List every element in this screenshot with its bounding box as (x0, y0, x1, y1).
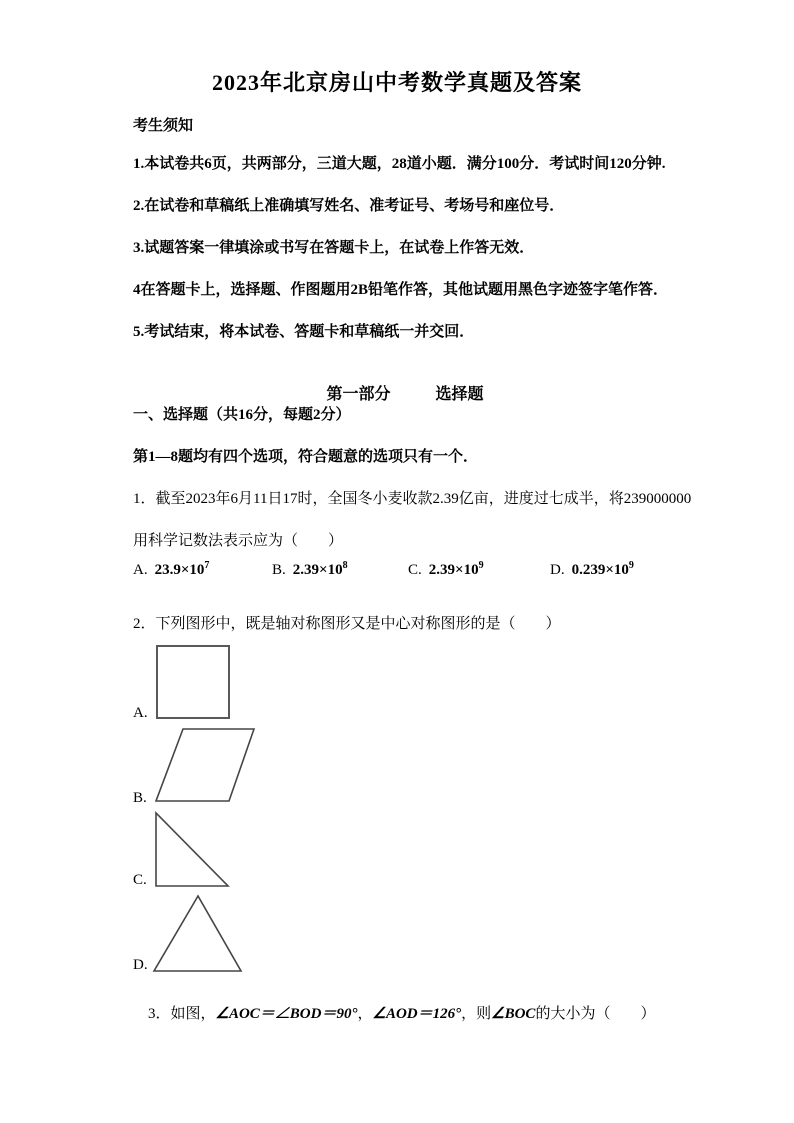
notice-item-1: 1.本试卷共6页，共两部分，三道大题，28道小题．满分100分．考试时间120分钟. (133, 156, 666, 172)
question-3-text (133, 984, 655, 1044)
q3-text-segment: 的大小为（ ） (535, 1006, 656, 1022)
q3-math-segment-boc: ∠BOC (491, 1006, 536, 1022)
option-d-exponent: 9 (628, 560, 634, 571)
question-1-option-b (272, 562, 348, 579)
question-1-option-d (550, 562, 634, 579)
option-a-value: 23.9×10 (154, 562, 205, 578)
notice-item-4: 4在答题卡上，选择题、作图题用2B铅笔作答，其他试题用黑色字迹签字笔作答． (133, 282, 669, 298)
section-part-heading (0, 363, 794, 422)
option-c-label: C. (408, 562, 422, 578)
section-part-title: 选择题 (435, 386, 484, 403)
q3-math-segment-angles-equal: ∠AOC＝∠BOD＝90° (215, 1006, 358, 1022)
notice-item-3: 3.试题答案一律填涂或书写在答题卡上，在试卷上作答无效． (133, 240, 535, 256)
question-1-line-2: 用科学记数法表示应为（ ） (133, 533, 344, 549)
q3-math-segment-aod: ∠AOD＝126° (372, 1006, 462, 1022)
question-2-option-b-label: B. (133, 790, 147, 806)
section-subheading: 一、选择题（共16分，每题2分） (133, 407, 351, 423)
option-d-value: 0.239×10 (571, 562, 629, 578)
notice-heading: 考生须知 (133, 118, 194, 134)
section-part-label: 第一部分 (326, 386, 391, 403)
section-note: 第1—8题均有四个选项，符合题意的选项只有一个． (133, 449, 479, 465)
option-b-value: 2.39×10 (292, 562, 343, 578)
option-b-label: B. (272, 562, 286, 578)
notice-item-2: 2.在试卷和草稿纸上准确填写姓名、准考证号、考场号和座位号． (133, 198, 565, 214)
question-1-options-row (133, 562, 733, 588)
q3-text-segment: ， (357, 1006, 373, 1022)
right-triangle-shape (154, 811, 230, 889)
question-2-option-d-label: D. (133, 957, 148, 973)
option-c-exponent: 9 (478, 560, 484, 571)
notice-item-5: 5.考试结束，将本试卷、答题卡和草稿纸一并交回． (133, 324, 475, 340)
isosceles-triangle-shape (152, 894, 244, 974)
option-a-label: A. (133, 562, 148, 578)
question-1-line-1: 1．截至2023年6月11日17时，全国冬小麦收款2.39亿亩，进度过七成半，将239000000 (133, 491, 692, 507)
option-d-label: D. (550, 562, 565, 578)
question-2-option-c-label: C. (133, 872, 147, 888)
page-title: 2023年北京房山中考数学真题及答案 (211, 70, 582, 95)
question-1-option-a (133, 562, 209, 579)
question-1-option-c (408, 562, 484, 579)
parallelogram-shape (154, 727, 256, 803)
question-2-text: 2．下列图形中，既是轴对称图形又是中心对称图形的是（ ） (133, 616, 561, 632)
option-b-exponent: 8 (342, 560, 348, 571)
q3-text-segment: ，则 (461, 1006, 492, 1022)
square-shape (156, 645, 230, 719)
q3-text-segment: 3．如图， (148, 1006, 216, 1022)
option-c-value: 2.39×10 (428, 562, 479, 578)
question-2-option-a-label: A. (133, 705, 148, 721)
option-a-exponent: 7 (204, 560, 210, 571)
